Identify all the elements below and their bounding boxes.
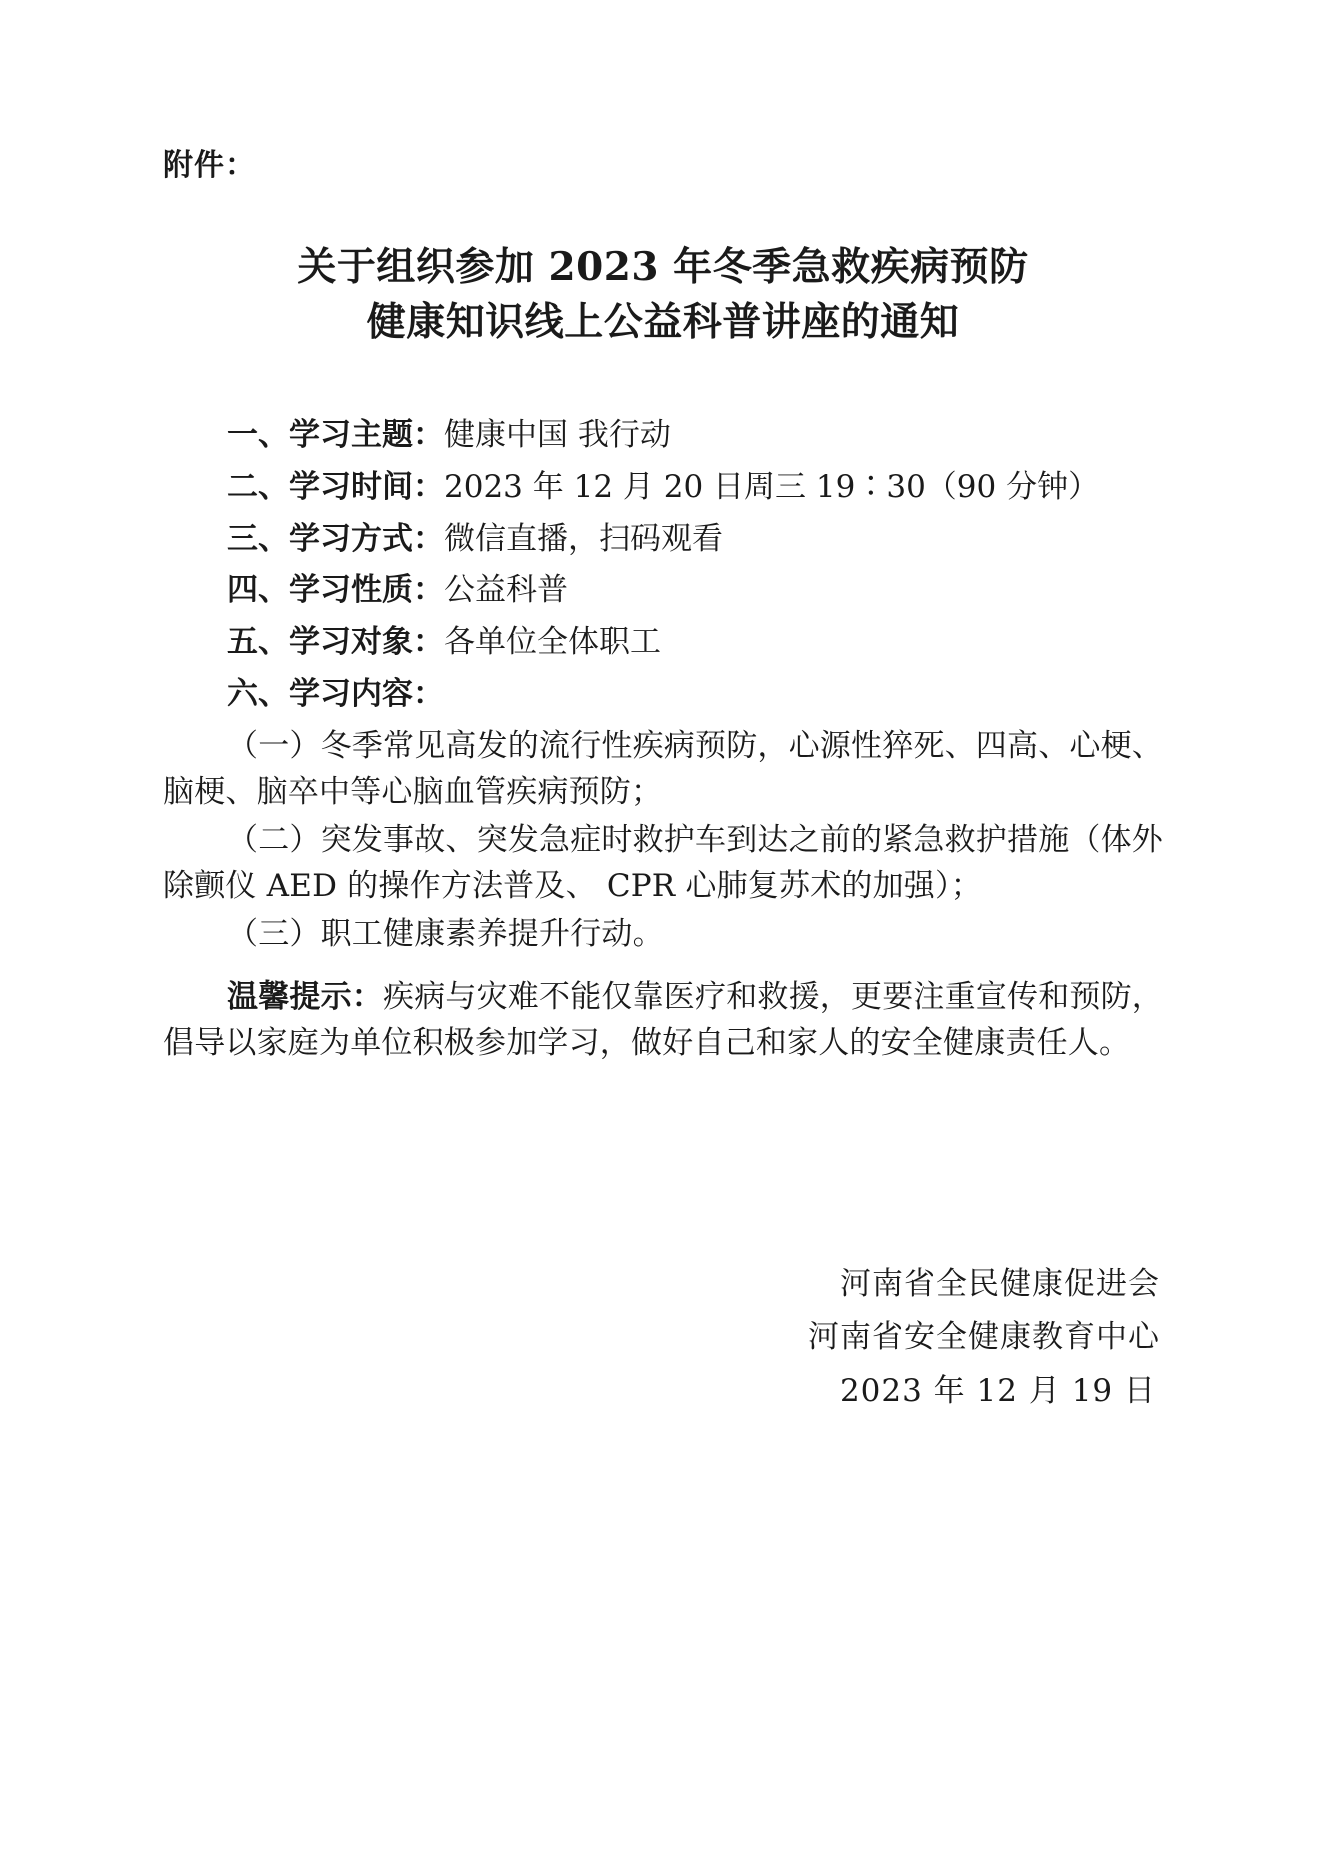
item-label: 五、学习对象： (227, 624, 444, 661)
tip-paragraph (163, 975, 1163, 1067)
item-value: 公益科普 (444, 572, 568, 609)
tip-text: 疾病与灾难不能仅靠医疗和救援，更要注重宣传和预防，倡导以家庭为单位积极参加学习，做好自己和家人的安全健康责任人。 (163, 979, 1163, 1062)
item-value: 各单位全体职工 (444, 624, 661, 661)
item-label: 三、学习方式： (227, 520, 444, 557)
list-item-nature (163, 568, 1163, 614)
content-paragraph-3: （三）职工健康素养提升行动。 (227, 915, 664, 952)
list-item-audience (163, 620, 1163, 666)
item-label: 四、学习性质： (227, 572, 444, 609)
section-heading-content: 六、学习内容： (227, 676, 444, 713)
item-label: 一、学习主题： (227, 416, 444, 453)
document-body (163, 0, 1163, 1067)
signature-org-1: 河南省全民健康促进会 (840, 1266, 1160, 1302)
item-value: 微信直播，扫码观看 (444, 520, 723, 557)
page-title-line-1: 关于组织参加 2023 年冬季急救疾病预防 (297, 244, 1029, 290)
tip-label: 温馨提示： (227, 979, 383, 1016)
content-paragraph-1: （一）冬季常见高发的流行性疾病预防，心源性猝死、四高、心梗、脑梗、脑卒中等心脑血管疾病预防； (163, 728, 1163, 810)
page-title-line-2: 健康知识线上公益科普讲座的通知 (366, 299, 960, 346)
item-value: 健康中国 我行动 (444, 416, 671, 453)
signature-block (640, 1258, 1160, 1418)
attachment-label: 附件： (163, 148, 256, 183)
content-paragraph-2: （二）突发事故、突发急症时救护车到达之前的紧急救护措施（体外除颤仪 AED 的操作方法普及、 CPR 心肺复苏术的加强）； (163, 821, 1163, 904)
signature-org-2: 河南省安全健康教育中心 (808, 1319, 1160, 1356)
list-item-time (163, 465, 1163, 511)
page-title (163, 240, 1163, 351)
list-item-method (163, 517, 1163, 563)
item-value: 2023 年 12 月 20 日周三 19∶30（90 分钟） (444, 468, 1100, 505)
list-item-topic (163, 413, 1163, 459)
item-label: 二、学习时间： (227, 468, 444, 505)
signature-date: 2023 年 12 月 19 日 (839, 1372, 1156, 1409)
notice-content (163, 413, 1163, 1067)
